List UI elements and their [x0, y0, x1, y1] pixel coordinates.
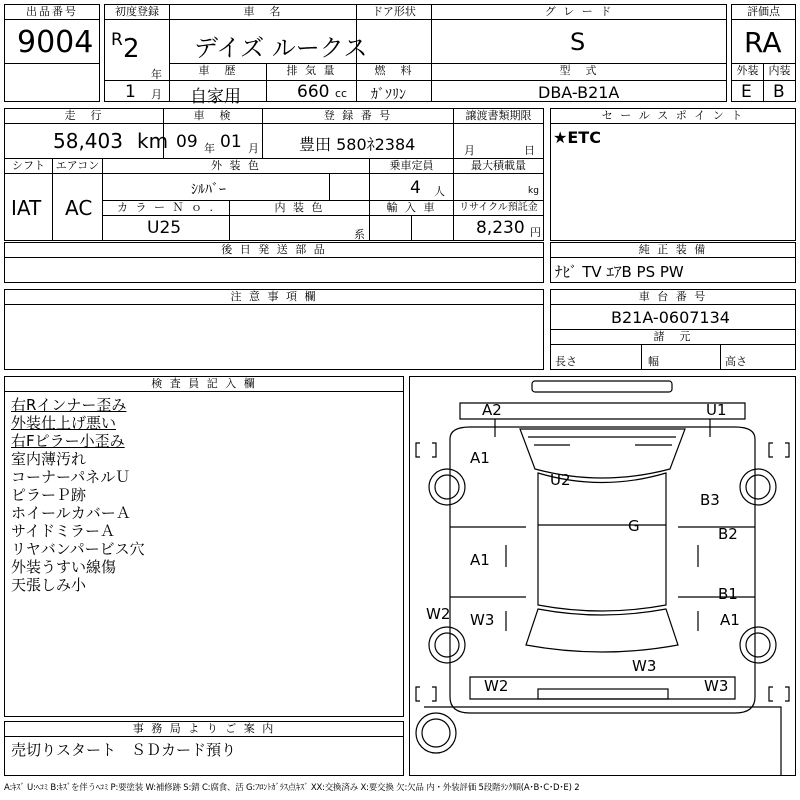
damage-mark: A1	[720, 611, 740, 629]
mileage-label: 走 行	[4, 108, 164, 124]
damage-mark: G	[628, 517, 640, 535]
damage-mark: U2	[550, 471, 571, 489]
int-score: B	[773, 82, 785, 102]
door-cell	[356, 19, 432, 64]
lot-label: 出品番号	[4, 4, 100, 20]
damage-mark: W3	[470, 611, 495, 629]
damage-mark: B3	[700, 491, 720, 509]
damage-mark: U1	[706, 401, 727, 419]
grade: S	[570, 28, 586, 56]
damage-mark: W3	[704, 677, 729, 695]
lot-cell	[4, 19, 100, 64]
shift-label: シフト	[4, 158, 53, 174]
car-diagram	[409, 376, 796, 776]
inspector-note: 右Fピラー小歪み	[11, 432, 125, 450]
displacement: 660	[297, 82, 330, 102]
int-label: 内装	[763, 63, 796, 81]
lot-blank	[4, 63, 100, 102]
first-reg-cell	[104, 19, 170, 81]
inspector-note: 右Rインナー歪み	[11, 396, 127, 414]
year-num: 2	[123, 34, 140, 64]
chassis-number: B21A-0607134	[611, 308, 730, 327]
history: 自家用	[190, 87, 241, 107]
fuel-cell	[356, 80, 432, 102]
model-cell	[431, 80, 727, 102]
lot-number: 9004	[17, 25, 94, 60]
reg-no-label: 登 録 番 号	[262, 108, 454, 124]
seats-unit: 人	[434, 185, 445, 198]
shift-cell	[4, 173, 53, 241]
height-cell	[720, 344, 796, 370]
ext-color-extra	[329, 173, 370, 201]
int-cell	[763, 80, 796, 102]
length-label: 長さ	[555, 355, 577, 368]
displacement-label: 排 気 量	[266, 63, 357, 81]
door-label: ドア形状	[356, 4, 432, 20]
mileage: 58,403	[53, 129, 123, 153]
equipment-label: 純 正 装 備	[550, 242, 796, 258]
first-reg-label: 初度登録	[104, 4, 170, 20]
color-no: U25	[147, 218, 182, 238]
ac: AC	[65, 196, 93, 220]
ac-cell	[52, 173, 103, 241]
inspector-label: 検 査 員 記 入 欄	[4, 376, 404, 392]
insp-month-unit: 月	[248, 142, 259, 155]
damage-mark: W2	[426, 605, 451, 623]
month-unit: 月	[151, 88, 162, 101]
damage-mark: B2	[718, 525, 738, 543]
width-label: 幅	[648, 355, 659, 368]
office-value: 売切りスタート ＳＤカード預り	[11, 741, 237, 759]
dims-label: 諸 元	[550, 329, 796, 345]
ext-color-cell	[102, 173, 330, 201]
int-color-label: 内 装 色	[229, 200, 370, 216]
height-label: 高さ	[725, 355, 747, 368]
month-num: 1	[125, 82, 136, 102]
transfer-cell	[453, 123, 544, 159]
damage-mark: A2	[482, 401, 502, 419]
legend: A:ｷｽﾞ U:ﾍｺﾐ B:ｷｽﾞを伴うﾍｺﾐ P:要塗装 W:補修跡 S:錆 C:腐食、活 G:ﾌﾛﾝﾄｶﾞﾗｽ点ｷｽﾞ XX:交換済み X:要交換 欠:欠品 内・外装評価 5段階ﾗﾝｸ順(A･B･C･D･E) 2	[4, 783, 580, 793]
name-label: 車 名	[169, 4, 357, 20]
history-label: 車 歴	[169, 63, 267, 81]
equipment-value: ﾅﾋﾞ TV ｴｱB PS PW	[555, 263, 684, 281]
grade-label: グ レ ー ド	[431, 4, 727, 20]
transfer-label: 譲渡書類期限	[453, 108, 544, 124]
insp-year: 09	[176, 132, 198, 152]
ext-score: E	[741, 82, 752, 102]
era: R	[111, 30, 123, 50]
recycle-label: リサイクル預託金	[453, 200, 544, 216]
shift: IAT	[11, 196, 42, 220]
inspector-note: コーナーパネルＵ	[11, 468, 131, 486]
inspector-note: サイドミラーＡ	[11, 522, 115, 540]
office-cell	[4, 736, 404, 776]
recycle: 8,230	[476, 218, 525, 238]
sales-cell	[550, 123, 796, 241]
seats: 4	[410, 178, 421, 198]
fuel: ｶﾞｿﾘﾝ	[371, 87, 406, 103]
load-unit: kg	[528, 186, 539, 196]
inspector-note: 外装うすい線傷	[11, 558, 117, 576]
int-color-cell	[229, 215, 370, 241]
int-color-suffix: 系	[354, 228, 365, 241]
sales-label: セ ー ル ス ポ イ ン ト	[550, 108, 796, 124]
name-cell	[169, 19, 368, 64]
fuel-label: 燃 料	[356, 63, 432, 81]
model: DBA-B21A	[538, 83, 620, 102]
caution-cell	[4, 304, 544, 370]
inspector-note: 外装仕上げ悪い	[11, 414, 117, 432]
header-block	[4, 4, 796, 107]
score-cell	[731, 19, 796, 64]
inspection-label: 車 検	[163, 108, 263, 124]
width-cell	[641, 344, 721, 370]
yen-unit: 円	[530, 226, 541, 239]
load-label: 最大積載量	[453, 158, 544, 174]
insp-month: 01	[220, 132, 242, 152]
import-label: 輸 入 車	[369, 200, 454, 216]
import-cell-a	[369, 215, 412, 241]
seats-label: 乗車定員	[369, 158, 454, 174]
car-name: デイズ ルークス	[194, 34, 368, 62]
inspector-note: 室内薄汚れ	[11, 450, 87, 468]
ac-label: エアコン	[52, 158, 103, 174]
load-cell	[453, 173, 544, 201]
cc-unit: cc	[335, 87, 348, 100]
transfer-day: 日	[524, 144, 535, 157]
damage-mark: A1	[470, 551, 490, 569]
length-cell	[550, 344, 642, 370]
damage-mark: A1	[470, 449, 490, 467]
import-cell-b	[411, 215, 454, 241]
score: RA	[744, 26, 782, 59]
year-unit: 年	[151, 68, 162, 81]
ext-cell	[731, 80, 764, 102]
ext-label: 外装	[731, 63, 764, 81]
damage-mark: W2	[484, 677, 509, 695]
damage-mark: B1	[718, 585, 738, 603]
month-cell	[104, 80, 170, 102]
seats-cell	[369, 173, 454, 201]
transfer-month: 月	[464, 144, 475, 157]
grade-cell	[431, 19, 727, 64]
inspector-notes	[4, 391, 404, 717]
reg-no-cell	[262, 123, 454, 159]
office-label: 事 務 局 よ り ご 案 内	[4, 721, 404, 737]
sales-point: ★ETC	[553, 128, 601, 147]
caution-label: 注 意 事 項 欄	[4, 289, 544, 305]
model-label: 型 式	[431, 63, 727, 81]
chassis-label: 車 台 番 号	[550, 289, 796, 305]
equipment-cell	[550, 257, 796, 283]
inspector-note: ピラーＰ跡	[11, 486, 87, 504]
damage-marks	[426, 401, 740, 695]
color-no-label: カ ラ ー Ｎ ｏ .	[102, 200, 230, 216]
mileage-cell	[4, 123, 169, 159]
insp-year-unit: 年	[204, 142, 215, 155]
parts-label: 後 日 発 送 部 品	[4, 242, 544, 258]
score-label: 評価点	[731, 4, 796, 20]
reg-no: 豊田 580ﾈ2384	[299, 135, 416, 154]
displacement-cell	[266, 80, 357, 102]
parts-cell	[4, 257, 544, 283]
inspector-note: ホイールカバーＡ	[11, 504, 131, 522]
km-unit: km	[137, 129, 169, 153]
chassis-cell	[550, 304, 796, 330]
inspector-note: リヤバンパービス穴	[11, 540, 145, 558]
inspector-note: 天張しみ小	[11, 576, 87, 594]
color-no-cell	[102, 215, 230, 241]
car-diagram-svg	[410, 377, 795, 775]
inspection-cell	[163, 123, 263, 159]
damage-mark: W3	[632, 657, 657, 675]
ext-color: ｼﾙﾊﾞｰ	[191, 182, 226, 198]
ext-color-label: 外 装 色	[102, 158, 370, 174]
history-cell	[169, 80, 267, 107]
recycle-cell	[453, 215, 544, 241]
